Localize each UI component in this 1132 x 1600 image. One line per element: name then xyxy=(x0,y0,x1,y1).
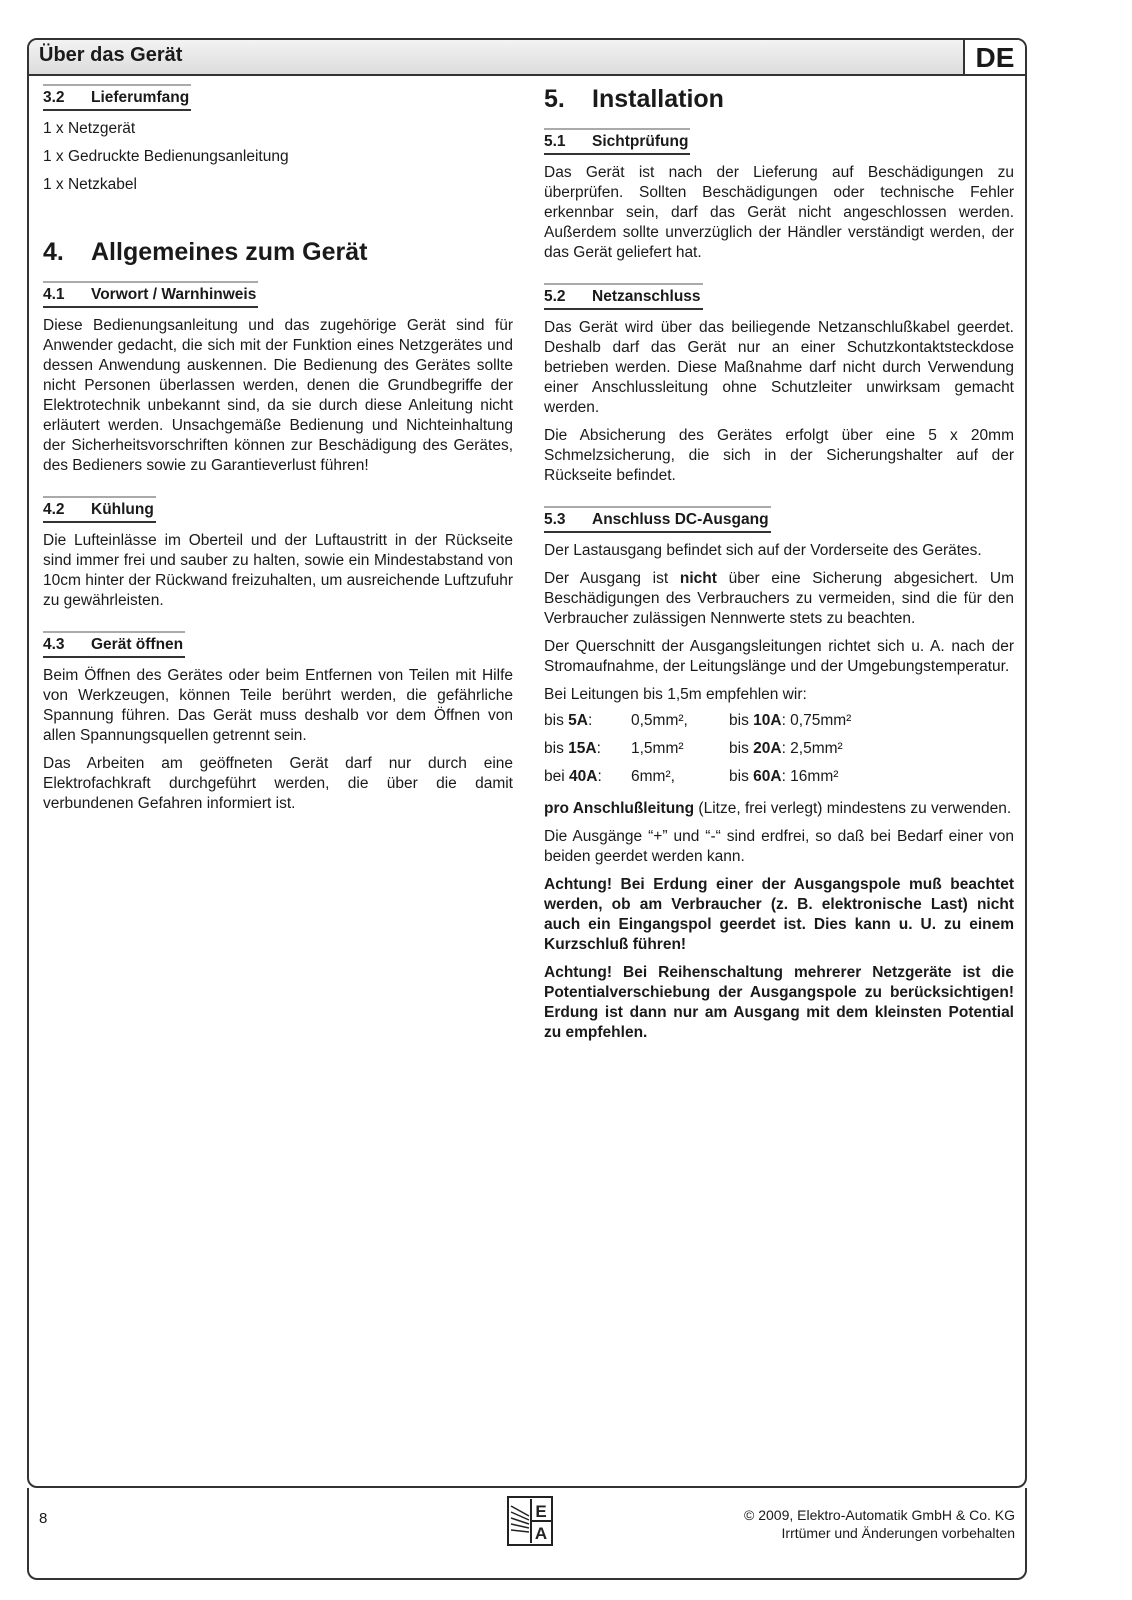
list-item: 1 x Netzkabel xyxy=(43,176,137,193)
paragraph: Diese Bedienungsanleitung und das zugehörige Gerät sind für Anwender gedacht, die sich mit der Funktion eines Netzgerätes und dessen Anwendung auskennen. Die Bedienung des Gerätes sollte nicht Personen überlassen werden, denen die Grundbegriffe der Elektrotechnik unbekannt sind, da sie durch diese Anleitung nicht erläutert werden. Unsachgemäße Bedienung und Nichteinhaltung der Sicherheitsvorschriften können zur Beschädigung des Gerätes, des Bedieners sowie zu Garantieverlust führen! xyxy=(43,317,513,474)
section-heading-4-2: 4.2 Kühlung xyxy=(43,496,156,523)
table-row: bis 15A: 1,5mm² bis 20A: 2,5mm² xyxy=(544,740,843,757)
cable-table xyxy=(544,707,1014,791)
warning-paragraph: Achtung! Bei Reihenschaltung mehrerer Netzgeräte ist die Potentialverschiebung der Ausgangspole zu berücksichtigen! Erdung ist dann nur am Ausgang mit dem kleinsten Potential zu empfehlen. xyxy=(544,964,1014,1041)
list-item: 1 x Gedruckte Bedienungsanleitung xyxy=(43,148,289,165)
ea-logo-icon xyxy=(507,1496,553,1546)
list-item: 1 x Netzgerät xyxy=(43,120,136,137)
chapter-heading-5: 5. Installation xyxy=(544,85,724,113)
warning-paragraph: Achtung! Bei Erdung einer der Ausgangspole muß beachtet werden, ob am Verbraucher (z. B. elektronische Last) nicht auch ein Eingangspol geerdet ist. Dies kann u. U. zu einem Kurzschluß führen! xyxy=(544,876,1014,953)
page-footer xyxy=(27,1488,1027,1580)
svg-text:A: A xyxy=(534,1524,548,1543)
paragraph: Das Gerät ist nach der Lieferung auf Beschädigungen zu überprüfen. Sollten Beschädigungen oder technische Fehler erkennbar sein, darf das Gerät nicht angeschlossen werden. Außerdem sollte unverzüglich der Händler verständigt werden, der das Gerät geliefert hat. xyxy=(544,164,1014,261)
section-heading-5-2: 5.2 Netzanschluss xyxy=(544,283,703,310)
left-column xyxy=(43,84,513,822)
page-header xyxy=(29,40,1025,76)
section-heading-3-2: 3.2 Lieferumfang xyxy=(43,84,191,111)
paragraph: Der Lastausgang befindet sich auf der Vorderseite des Gerätes. xyxy=(544,542,982,559)
chapter-heading-4: 4. Allgemeines zum Gerät xyxy=(43,238,368,266)
table-row: bis 5A: 0,5mm², bis 10A: 0,75mm² xyxy=(544,712,852,729)
right-column xyxy=(544,84,1014,1051)
section-heading-4-3: 4.3 Gerät öffnen xyxy=(43,631,185,658)
paragraph: Die Ausgänge “+” und “-“ sind erdfrei, so daß bei Bedarf einer von beiden geerdet werden kann. xyxy=(544,828,1014,865)
table-row: bei 40A: 6mm², bis 60A: 16mm² xyxy=(544,768,839,785)
paragraph: Der Ausgang ist nicht über eine Sicherung abgesichert. Um Beschädigungen des Verbrauchers zu vermeiden, sind die für den Verbraucher zulässigen Nennwerte stets zu beachten. xyxy=(544,570,1015,627)
section-heading-5-3: 5.3 Anschluss DC-Ausgang xyxy=(544,506,771,533)
paragraph: pro Anschlußleitung (Litze, frei verlegt) mindestens zu verwenden. xyxy=(544,800,1012,817)
paragraph: Bei Leitungen bis 1,5m empfehlen wir: xyxy=(544,686,807,703)
paragraph: Der Querschnitt der Ausgangsleitungen richtet sich u. A. nach der Stromaufnahme, der Leitungslänge und der Umgebungstemperatur. xyxy=(544,638,1014,675)
section-heading-4-1: 4.1 Vorwort / Warnhinweis xyxy=(43,281,258,308)
paragraph: Die Lufteinlässe im Oberteil und der Luftaustritt in der Rückseite sind immer frei und sauber zu halten, sowie ein Mindestabstand von 10cm hinter der Rückwand freizuhalten, um ausreichende Luftzufuhr zu gewährleisten. xyxy=(43,532,513,609)
copyright: © 2009, Elektro-Automatik GmbH & Co. KG Irrtümer und Änderungen vorbehalten xyxy=(744,1507,1015,1541)
paragraph: Die Absicherung des Gerätes erfolgt über eine 5 x 20mm Schmelzsicherung, die sich in der Sicherungshalter auf der Rückseite befindet. xyxy=(544,427,1014,484)
section-heading-5-1: 5.1 Sichtprüfung xyxy=(544,128,690,155)
page-number: 8 xyxy=(39,1510,48,1527)
paragraph: Das Gerät wird über das beiliegende Netzanschlußkabel geerdet. Deshalb darf das Gerät nur an einer Schutzkontaktsteckdose betrieben werden. Diese Maßnahme darf nicht durch Verwendung einer Anschlussleitung ohne Schutzleiter unwirksam gemacht werden. xyxy=(544,319,1014,416)
header-title: Über das Gerät xyxy=(39,44,183,66)
language-badge: DE xyxy=(963,40,1025,74)
paragraph: Das Arbeiten am geöffneten Gerät darf nur durch eine Elektrofachkraft durchgeführt werden, die über die damit verbundenen Gefahren informiert ist. xyxy=(43,755,513,812)
svg-text:E: E xyxy=(535,1502,547,1521)
delivery-list xyxy=(43,119,513,195)
paragraph: Beim Öffnen des Gerätes oder beim Entfernen von Teilen mit Hilfe von Werkzeugen, können Teile berührt werden, die gefährliche Spannung führen. Das Gerät muss deshalb vor dem Öffnen von allen Spannungsquellen getrennt sein. xyxy=(43,667,513,744)
